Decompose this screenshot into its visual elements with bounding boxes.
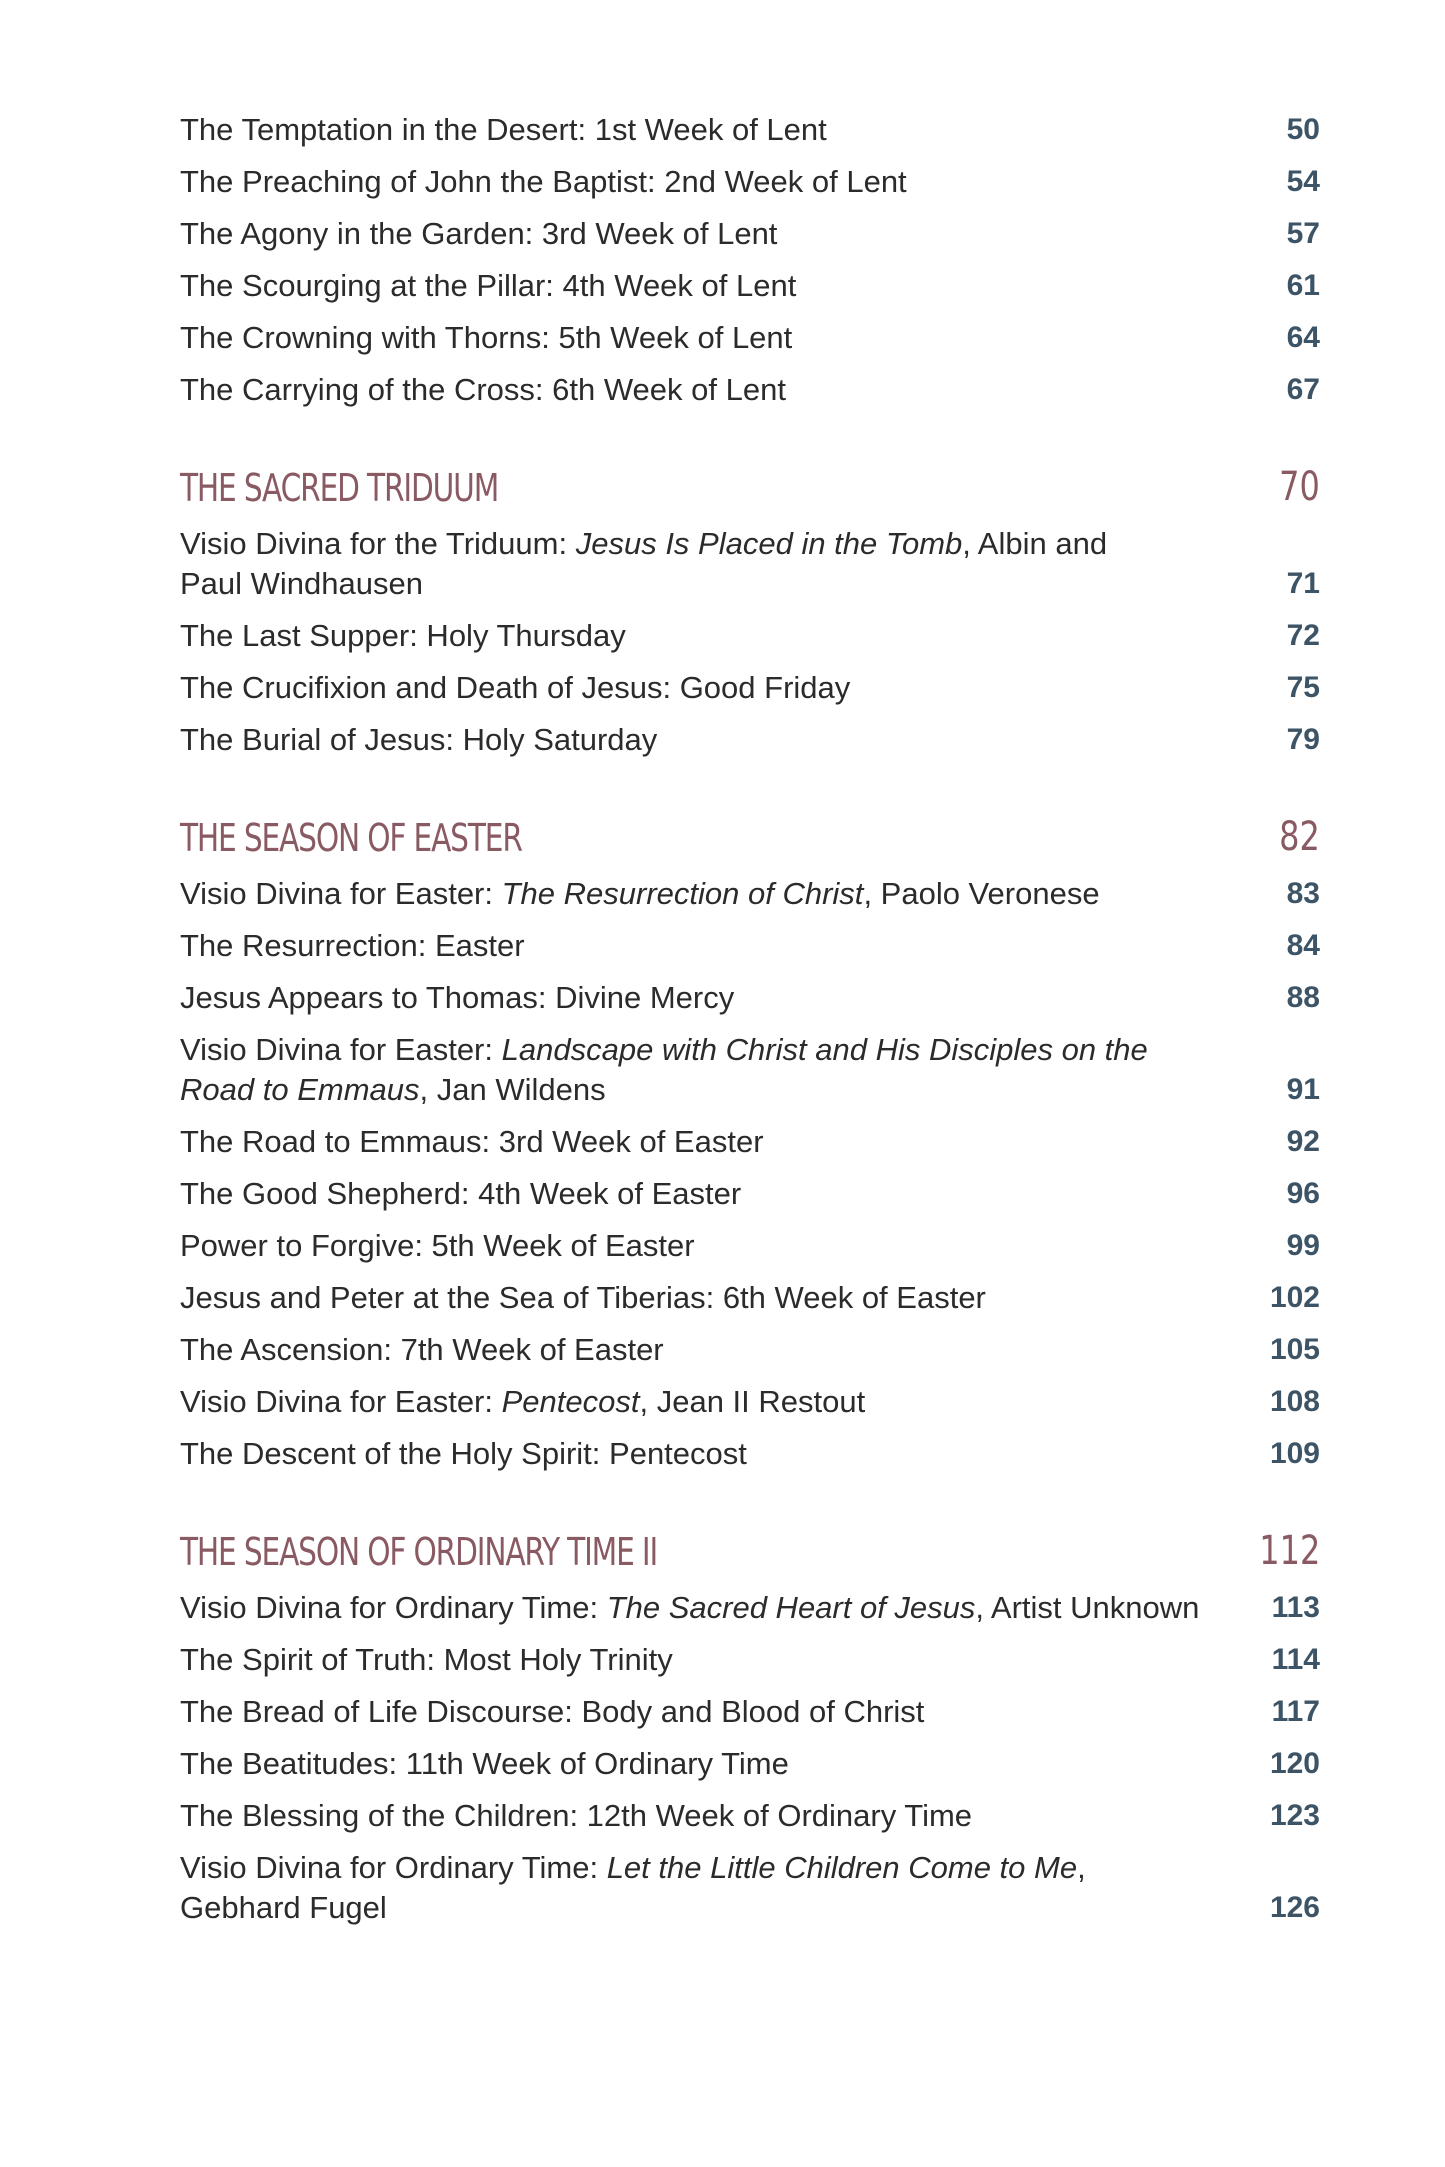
toc-entry bbox=[180, 1796, 1320, 1836]
toc-entry bbox=[180, 1174, 1320, 1214]
entry-page-number: 99 bbox=[1286, 1229, 1320, 1262]
entry-title-prefix: Visio Divina for Ordinary Time: bbox=[180, 1850, 607, 1885]
entry-page-number: 126 bbox=[1269, 1891, 1320, 1924]
entry-title bbox=[180, 1434, 1240, 1474]
entry-title bbox=[180, 1382, 1240, 1422]
entry-title-text: The Road to Emmaus: 3rd Week of Easter bbox=[180, 1124, 764, 1159]
toc-entry bbox=[180, 318, 1320, 358]
entry-title-text: The Resurrection: Easter bbox=[180, 928, 525, 963]
entry-title bbox=[180, 1796, 1240, 1836]
entry-page-number: 75 bbox=[1286, 671, 1320, 704]
entry-title-text: The Bread of Life Discourse: Body and Blood of Christ bbox=[180, 1694, 925, 1729]
entry-title-text: The Temptation in the Desert: 1st Week of Lent bbox=[180, 112, 827, 147]
entry-title-text: The Ascension: 7th Week of Easter bbox=[180, 1332, 664, 1367]
entry-title-text: The Preaching of John the Baptist: 2nd Week of Lent bbox=[180, 164, 907, 199]
entry-page-number: 57 bbox=[1286, 217, 1320, 250]
entry-title bbox=[180, 214, 1240, 254]
entry-title-prefix: Visio Divina for Easter: bbox=[180, 876, 502, 911]
entry-title bbox=[180, 162, 1240, 202]
entry-title-prefix: Visio Divina for Ordinary Time: bbox=[180, 1590, 607, 1625]
entry-title-text: Power to Forgive: 5th Week of Easter bbox=[180, 1228, 695, 1263]
entry-title bbox=[180, 616, 1240, 656]
entry-title bbox=[180, 1278, 1240, 1318]
entry-page-number: 67 bbox=[1286, 373, 1320, 406]
toc-entry bbox=[180, 1122, 1320, 1162]
entry-title bbox=[180, 318, 1240, 358]
section-heading bbox=[180, 814, 1320, 860]
toc-entry bbox=[180, 524, 1320, 604]
entry-page-number: 120 bbox=[1269, 1747, 1320, 1780]
entry-title bbox=[180, 1744, 1240, 1784]
entry-title-italic: The Resurrection of Christ bbox=[501, 876, 864, 911]
entry-title bbox=[180, 720, 1240, 760]
entry-title-text: The Burial of Jesus: Holy Saturday bbox=[180, 722, 658, 757]
entry-title bbox=[180, 1030, 1240, 1110]
entry-title bbox=[180, 1226, 1240, 1266]
entry-title-italic: Jesus Is Placed in the Tomb bbox=[575, 526, 963, 561]
toc-entry bbox=[180, 926, 1320, 966]
entry-title-text: The Crucifixion and Death of Jesus: Good Friday bbox=[180, 670, 851, 705]
entry-page-number: 83 bbox=[1286, 877, 1320, 910]
entry-title bbox=[180, 1588, 1240, 1628]
entry-title bbox=[180, 1174, 1240, 1214]
entry-page-number: 50 bbox=[1286, 113, 1320, 146]
entry-page-number: 91 bbox=[1286, 1073, 1320, 1106]
entry-title-text: The Spirit of Truth: Most Holy Trinity bbox=[180, 1642, 673, 1677]
toc-entry bbox=[180, 616, 1320, 656]
entry-page-number: 72 bbox=[1286, 619, 1320, 652]
entry-page-number: 102 bbox=[1269, 1281, 1320, 1314]
entry-title-italic: Let the Little Children Come to Me bbox=[606, 1850, 1078, 1885]
toc-entry bbox=[180, 978, 1320, 1018]
entry-title bbox=[180, 266, 1240, 306]
section-heading bbox=[180, 464, 1320, 510]
entry-title bbox=[180, 1640, 1240, 1680]
toc-entry bbox=[180, 1848, 1320, 1928]
toc-entry bbox=[180, 1382, 1320, 1422]
entry-title-suffix: , Albin and bbox=[962, 526, 1108, 561]
section-title: THE SACRED TRIDUUM bbox=[180, 466, 499, 510]
entry-title-prefix: Visio Divina for Easter: bbox=[180, 1384, 502, 1419]
toc-entry bbox=[180, 1278, 1320, 1318]
entry-title-text: The Descent of the Holy Spirit: Pentecost bbox=[180, 1436, 747, 1471]
entry-page-number: 114 bbox=[1271, 1643, 1320, 1676]
entry-page-number: 84 bbox=[1286, 929, 1320, 962]
entry-title-text: The Good Shepherd: 4th Week of Easter bbox=[180, 1176, 742, 1211]
toc-entry bbox=[180, 1434, 1320, 1474]
entry-page-number: 61 bbox=[1286, 269, 1320, 302]
entry-title bbox=[180, 1848, 1240, 1928]
entry-page-number: 88 bbox=[1286, 981, 1320, 1014]
entry-title-text: The Scourging at the Pillar: 4th Week of Lent bbox=[180, 268, 797, 303]
entry-title-text: The Crowning with Thorns: 5th Week of Lent bbox=[180, 320, 793, 355]
toc-entry bbox=[180, 162, 1320, 202]
toc-entry bbox=[180, 668, 1320, 708]
entry-page-number: 54 bbox=[1286, 165, 1320, 198]
section-title: THE SEASON OF EASTER bbox=[180, 816, 522, 860]
entry-title bbox=[180, 524, 1240, 604]
toc-entry bbox=[180, 1226, 1320, 1266]
toc-entry bbox=[180, 1640, 1320, 1680]
entry-title bbox=[180, 370, 1240, 410]
toc-entry bbox=[180, 1030, 1320, 1110]
entry-title-text: Jesus Appears to Thomas: Divine Mercy bbox=[180, 980, 735, 1015]
entry-title bbox=[180, 668, 1240, 708]
section-page-number: 112 bbox=[1258, 1528, 1320, 1574]
entry-title bbox=[180, 978, 1240, 1018]
entry-title bbox=[180, 1122, 1240, 1162]
entry-title-line2: , Jan Wildens bbox=[419, 1072, 606, 1107]
toc-entry bbox=[180, 110, 1320, 150]
entry-title-suffix: , Paolo Veronese bbox=[863, 876, 1100, 911]
entry-title bbox=[180, 926, 1240, 966]
toc-entry bbox=[180, 874, 1320, 914]
entry-title-text: The Blessing of the Children: 12th Week of Ordinary Time bbox=[180, 1798, 973, 1833]
toc-entry bbox=[180, 720, 1320, 760]
entry-page-number: 92 bbox=[1286, 1125, 1320, 1158]
entry-page-number: 123 bbox=[1269, 1799, 1320, 1832]
entry-title bbox=[180, 110, 1240, 150]
entry-page-number: 113 bbox=[1271, 1591, 1320, 1624]
section-page-number: 70 bbox=[1279, 464, 1320, 510]
entry-title-italic: Pentecost bbox=[501, 1384, 640, 1419]
entry-page-number: 109 bbox=[1269, 1437, 1320, 1470]
section-heading bbox=[180, 1528, 1320, 1574]
entry-title-italic: Landscape with Christ and His Disciples on the bbox=[501, 1032, 1148, 1067]
entry-title-text: The Last Supper: Holy Thursday bbox=[180, 618, 626, 653]
toc-entry bbox=[180, 1588, 1320, 1628]
toc-entry bbox=[180, 1744, 1320, 1784]
entry-page-number: 79 bbox=[1286, 723, 1320, 756]
entry-title-line2: Gebhard Fugel bbox=[180, 1890, 387, 1925]
entry-title-text: The Beatitudes: 11th Week of Ordinary Time bbox=[180, 1746, 789, 1781]
entry-page-number: 105 bbox=[1269, 1333, 1320, 1366]
entry-page-number: 71 bbox=[1286, 567, 1320, 600]
entry-title-text: Jesus and Peter at the Sea of Tiberias: 6th Week of Easter bbox=[180, 1280, 986, 1315]
toc-entry bbox=[180, 214, 1320, 254]
entry-title-suffix: , bbox=[1077, 1850, 1086, 1885]
entry-title-suffix: , Jean II Restout bbox=[639, 1384, 866, 1419]
toc-entry bbox=[180, 1330, 1320, 1370]
toc-entry bbox=[180, 1692, 1320, 1732]
entry-page-number: 96 bbox=[1286, 1177, 1320, 1210]
entry-page-number: 108 bbox=[1269, 1385, 1320, 1418]
section-title: THE SEASON OF ORDINARY TIME II bbox=[180, 1530, 658, 1574]
toc-entry bbox=[180, 266, 1320, 306]
toc-entry bbox=[180, 370, 1320, 410]
entry-title bbox=[180, 874, 1240, 914]
entry-title-prefix: Visio Divina for Easter: bbox=[180, 1032, 502, 1067]
entry-title bbox=[180, 1692, 1240, 1732]
entry-title-line2: Paul Windhausen bbox=[180, 566, 423, 601]
entry-title-text: The Carrying of the Cross: 6th Week of Lent bbox=[180, 372, 786, 407]
entry-title-italic-line2: Road to Emmaus bbox=[180, 1072, 420, 1107]
entry-page-number: 64 bbox=[1286, 321, 1320, 354]
entry-page-number: 117 bbox=[1271, 1695, 1320, 1728]
entry-title-italic: The Sacred Heart of Jesus bbox=[606, 1590, 976, 1625]
entry-title-prefix: Visio Divina for the Triduum: bbox=[180, 526, 576, 561]
section-page-number: 82 bbox=[1279, 814, 1320, 860]
entry-title-text: The Agony in the Garden: 3rd Week of Lent bbox=[180, 216, 778, 251]
table-of-contents bbox=[180, 110, 1320, 1940]
entry-title-suffix: , Artist Unknown bbox=[975, 1590, 1200, 1625]
entry-title bbox=[180, 1330, 1240, 1370]
